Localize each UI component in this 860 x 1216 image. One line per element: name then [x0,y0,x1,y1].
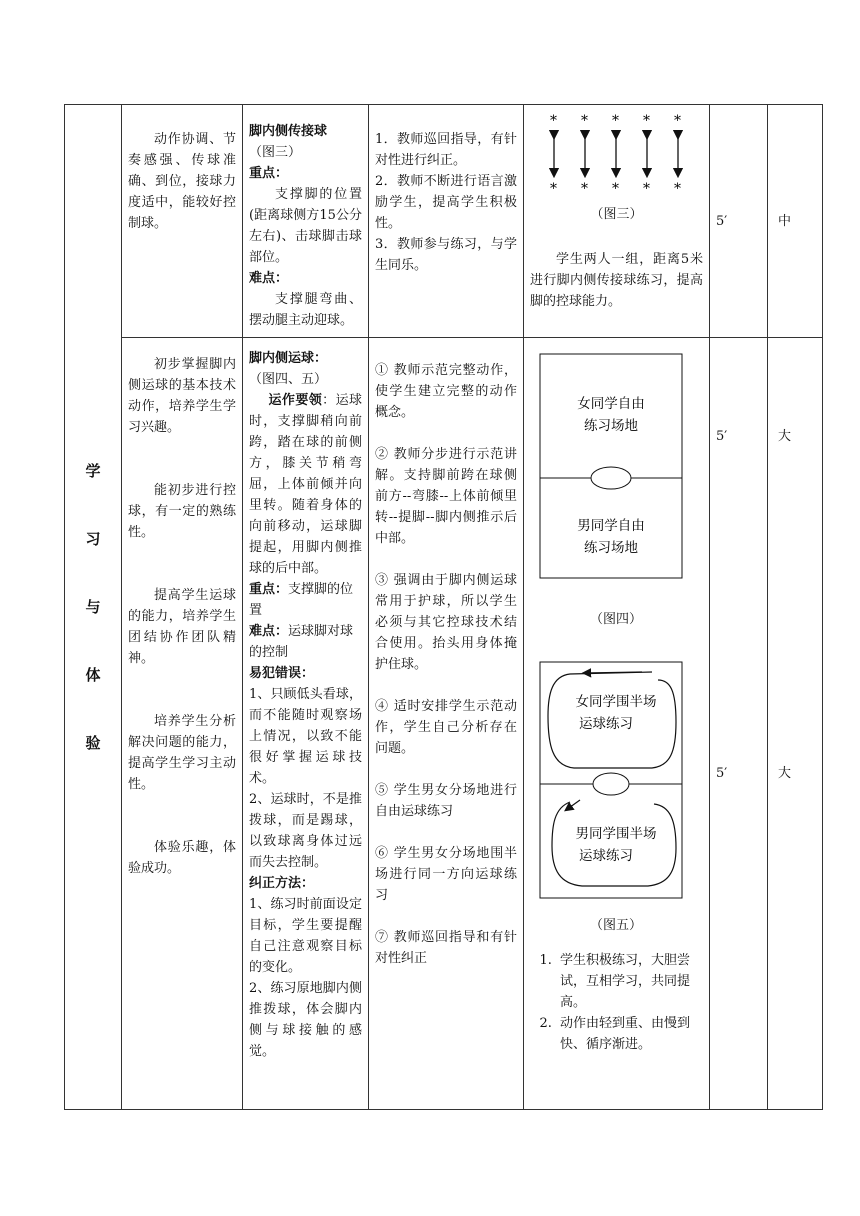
field-bottom-label-2: 运球练习 [579,848,633,864]
content-cell [243,105,369,338]
figure-caption: （图四） [589,612,642,627]
essentials-label: 运作要领 [268,393,323,408]
essentials-text: ：运球时，支撑脚稍向前跨，踏在球的前侧方，膝关节稍弯屈，上体前倾并向里转。随着身体的向前移动，运球脚提起，用脚内侧推球的后中部。 [249,393,362,576]
goal-text: 初步掌握脚内侧运球的基本技术动作，培养学生学习兴趣。 [128,357,236,435]
content-subtitle: （图四、五） [249,372,328,387]
dribble-path-bottom [552,802,676,886]
player-star: * [674,113,681,129]
teacher-step: ⑦ 教师巡回指导和有针对性纠正 [375,930,517,966]
pass-arrows [554,135,678,173]
key-text: 支撑脚的位置 [249,582,354,618]
figure-caption: （图三） [590,207,643,222]
center-circle [593,773,629,795]
student-cell [524,105,710,338]
difficulty-text: 运球脚对球的控制 [249,624,354,660]
teacher-step: 1．教师巡回指导，有针对性进行纠正。 [375,132,517,168]
goal-text: 能初步进行控球，有一定的熟练性。 [128,483,236,540]
section-label-cell [65,105,122,1110]
goal-text: 培养学生分析解决问题的能力，提高学生学习主动性。 [128,714,236,792]
table-row [65,338,823,1110]
teacher-step: 2．教师不断进行语言激励学生，提高学生积极性。 [375,174,517,231]
intensity-value: 大 [778,429,792,444]
fix-label: 纠正方法： [249,876,315,891]
content-title: 脚内侧传接球 [249,124,328,139]
player-star: * [550,113,557,129]
player-star: * [581,181,588,197]
field-bottom-label-1: 男同学自由 [577,518,645,534]
section-label-char: 学 [85,462,101,480]
field-bottom-label-2: 练习场地 [584,540,638,556]
difficulty-label: 难点： [249,271,289,286]
player-star: * [643,181,650,197]
player-star: * [643,113,650,129]
player-star: * [550,181,557,197]
fix-item: 1、练习时前面设定目标，学生要提醒自己注意观察目标的变化。 [249,897,362,975]
dribble-arrow-bottom [566,800,580,810]
time-value: 5′ [716,213,728,229]
key-label: 重点： [249,166,289,181]
player-star: * [612,113,619,129]
content-cell [243,338,369,1110]
field-top-label-1: 女同学围半场 [575,694,657,710]
time-value: 5′ [716,766,728,781]
error-item: 2、运球时，不是推拨球，而是踢球，以致球离身体过远而失去控制。 [249,792,362,870]
teacher-step: ① 教师示范完整动作，使学生建立完整的动作概念。 [375,363,517,420]
list-item: 2. 动作由轻到重、由慢到快、循序渐进。 [556,1013,703,1055]
field-bottom-label-1: 男同学围半场 [575,826,657,842]
student-activity-list [530,950,703,1055]
student-cell [524,338,710,1110]
figure-five [530,660,702,936]
field-top-label-2: 练习场地 [584,418,638,434]
fix-item: 2、练习原地脚内侧推拨球，体会脚内侧与球接触的感觉。 [249,981,362,1059]
intensity-value: 大 [778,766,792,781]
goal-cell [122,105,243,338]
content-title: 脚内侧运球： [249,351,328,366]
section-label-char: 体 [85,666,101,684]
teacher-step: ③ 强调由于脚内侧运球常用于护球，所以学生必须与其它控球技术结合使用。抬头用身体掩护住球。 [375,573,517,672]
passing-diagram [530,109,702,197]
player-row-bottom [550,181,681,197]
half-field-dribble-diagram [530,660,702,900]
intensity-cell [768,338,823,1110]
section-label-char: 与 [85,598,101,616]
errors-label: 易犯错误： [249,666,315,681]
time-cell [710,338,768,1110]
field-top-label-1: 女同学自由 [577,396,645,412]
goal-text: 提高学生运球的能力，培养学生团结协作团队精神。 [128,588,236,666]
free-practice-field-diagram [530,352,702,584]
player-row-top [550,113,681,129]
teacher-step: ④ 适时安排学生示范动作，学生自己分析存在问题。 [375,699,517,756]
teacher-step: 3．教师参与练习，与学生同乐。 [375,237,517,273]
lesson-plan-table [64,104,823,1110]
goal-cell [122,338,243,1110]
player-star: * [581,113,588,129]
list-item: 1. 学生积极练习，大胆尝试，互相学习，共同提高。 [556,950,703,1013]
section-label-char: 习 [85,530,101,548]
player-star: * [674,181,681,197]
error-item: 1、只顾低头看球，而不能随时观察场上情况，以致不能很好掌握运球技术。 [249,687,362,786]
intensity-value: 中 [778,213,792,229]
teacher-cell [369,105,524,338]
time-value: 5′ [716,429,728,444]
teacher-cell [369,338,524,1110]
teacher-step: ⑥ 学生男女分场地围半场进行同一方向运球练习 [375,846,517,903]
key-paragraph [249,579,362,621]
content-subtitle: （图三） [249,145,302,160]
essentials-paragraph [249,390,362,579]
key-label: 重点： [249,582,289,597]
table-row [65,105,823,338]
goal-text: 体验乐趣，体验成功。 [128,840,236,876]
key-text: 支撑脚的位置(距离球侧方15公分左右)、击球脚击球部位。 [249,187,362,265]
difficulty-text: 支撑腿弯曲、摆动腿主动迎球。 [249,292,362,328]
figure-four [530,352,702,630]
intensity-cell [768,105,823,338]
field-top-label-2: 运球练习 [579,716,633,732]
player-star: * [612,181,619,197]
student-activity: 学生两人一组，距离5米进行脚内侧传接球练习，提高脚的控球能力。 [530,252,703,309]
figure-caption: （图五） [589,918,642,933]
difficulty-paragraph [249,621,362,663]
teacher-step: ⑤ 学生男女分场地进行自由运球练习 [375,783,517,819]
time-cell [710,105,768,338]
goal-text: 动作协调、节奏感强、传球准确、到位，接球力度适中，能较好控制球。 [128,132,236,231]
center-circle [591,467,631,489]
section-label-char: 验 [85,734,101,752]
difficulty-label: 难点： [249,624,289,639]
teacher-step: ② 教师分步进行示范讲解。支持脚前跨在球侧前方--弯膝--上体前倾里转--提脚--脚内侧推示后中部。 [375,447,517,546]
